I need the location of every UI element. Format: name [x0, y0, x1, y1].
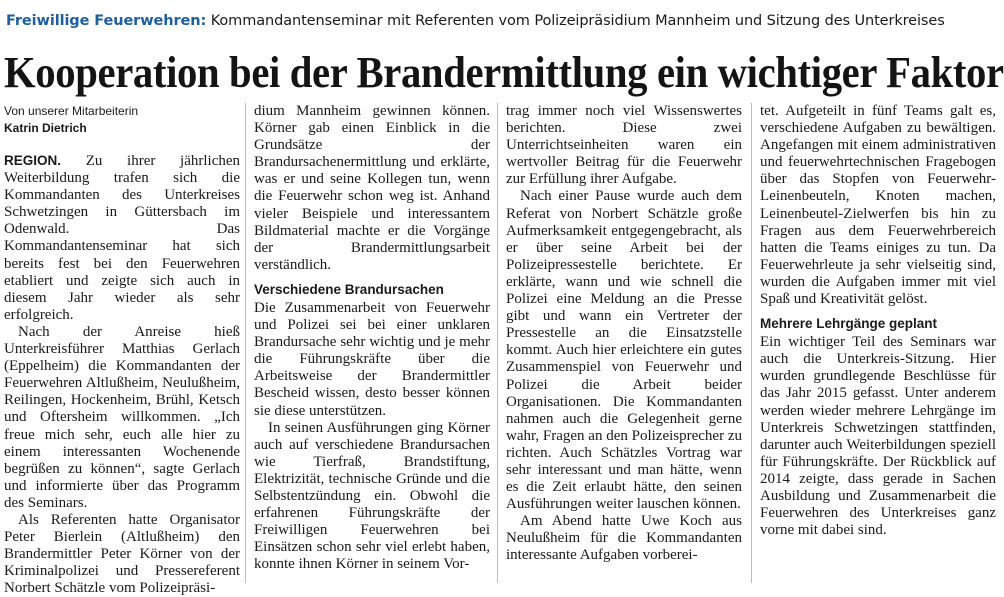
paragraph-continued: trag immer noch viel Wissenswertes berichten. Diese zwei Unterrichtseinheiten waren ein wertvoller Beitrag für die Feuerwehr zur Erfüllung ihrer Aufgabe. [506, 103, 742, 188]
kicker-text: Kommandantenseminar mit Referenten vom Polizeipräsidium Mannheim und Sitzung des Unterkreises [210, 13, 945, 29]
kicker-label: Freiwillige Feuerwehren: [6, 13, 207, 29]
paragraph: Als Referenten hatte Organisator Peter Bierlein (Altlußheim) den Brandermittler Peter Körner von der Kriminalpolizei und Pressereferent Norbert Schätzle vom Polizeipräsi- [4, 511, 240, 597]
article-column-4 [760, 103, 996, 583]
headline: Kooperation bei der Brandermittlung ein wichtiger Faktor [4, 48, 1004, 97]
paragraph: Am Abend hatte Uwe Koch aus Neulußheim für die Kommandanten interessante Aufgaben vorberei- [506, 513, 742, 564]
paragraph: Ein wichtiger Teil des Seminars war auch die Unterkreis-Sitzung. Hier wurden grundlegende Beschlüsse für das Jahr 2015 gefasst. Unter anderem werden wieder mehrere Lehrgänge im Unterkreis Schwetzingen stattfinden, darunter auch Weiterbildungen speziell für Führungskräfte. Der Rückblick auf 2014 zeigte, dass gerade in Sachen Ausbildung und Zusammenarbeit die Feuerwehren des Unterkreises ganz vorne mit dabei sind. [760, 334, 996, 539]
paragraph: Die Zusammenarbeit von Feuerwehr und Polizei sei bei einer unklaren Brandursache sehr wichtig und je mehr die Führungskräfte über die Arbeitsweise der Brandermittler Bescheid wissen, desto besser können sie diese unterstützen. [254, 299, 490, 419]
column-divider [497, 103, 498, 583]
byline-prefix: Von unserer Mitarbeiterin [4, 104, 139, 118]
subheading: Verschiedene Brandursachen [254, 281, 444, 297]
paragraph: Nach einer Pause wurde auch dem Referat von Norbert Schätzle große Aufmerksamkeit entgegengebracht, als er über seine Arbeit bei der Polizeipressestelle berichtete. Er erklärte, wann und wie schnell die Polizei eine Meldung an die Presse gibt und wann ein Vertreter der Pressestelle an die Einsatzstelle kommt. Auch hier erleichtere ein gutes Zusammenspiel von Feuerwehr und Polizei die Arbeit beider Organisationen. Die Kommandanten nahmen auch die Gelegenheit gerne wahr, Fragen an den Polizeisprecher zu richten. Auch Schätzles Vortrag war sehr interessant und man hätte, wenn es die Zeit erlaubt hätte, den seinen Ausführungen weiter lauschen können. [506, 188, 742, 513]
region-dateline: REGION. [4, 153, 62, 168]
column-divider [751, 103, 752, 583]
paragraph [4, 152, 240, 324]
article-column-3 [506, 103, 742, 583]
article-column-1 [4, 152, 241, 597]
subheading: Mehrere Lehrgänge geplant [760, 316, 938, 332]
byline-author: Katrin Dietrich [4, 121, 87, 135]
byline [4, 103, 234, 137]
article-column-2 [254, 103, 490, 583]
paragraph-continued: tet. Aufgeteilt in fünf Teams galt es, verschiedene Aufgaben zu bewältigen. Angefangen mit einem administrativen und feuerwehrtechnischen Fragebogen über das Stopfen von Feuerwehr-Leinenbeuteln, Knoten machen, Leinenbeutel-Zielwerfen bis hin zu Fragen aus dem Feuerwehrbereich hatten die Teams einiges zu tun. Da Feuerwehrleute ja sehr vielseitig sind, wurden die Aufgaben immer mit viel Spaß und Kreativität gelöst. [760, 103, 996, 308]
paragraph-text: Zu ihrer jährlichen Weiterbildung trafen sich die Kommandanten des Unterkreises Schwetzingen in Güttersbach im Odenwald. Das Kommandantenseminar hat sich bereits fest bei den Feuerwehren etabliert und zeigte sich auch in diesem Jahr wieder als sehr erfolgreich. [4, 153, 241, 323]
paragraph-continued: dium Mannheim gewinnen können. Körner gab einen Einblick in die Grundsätze der Brandursachenermittlung und erklärte, was er und seine Kollegen tun, wenn die Feuerwehr schon weg ist. Anhand vieler Beispiele und interessantem Bildmaterial machte er die Vorgänge der Brandermittlungsarbeit verständlich. [254, 103, 490, 273]
kicker-line [6, 6, 996, 36]
paragraph: Nach der Anreise hieß Unterkreisführer Matthias Gerlach (Eppelheim) die Kommandanten der Feuerwehren Altlußheim, Neulußheim, Reilingen, Hockenheim, Brühl, Ketsch und Oftersheim willkommen. „Ich freue mich sehr, euch alle hier zu einem interessanten Wochenende begrüßen zu können“, sagte Gerlach und informierte über das Programm des Seminars. [4, 323, 240, 511]
paragraph: In seinen Ausführungen ging Körner auch auf verschiedene Brandursachen wie Tierfraß, Brandstiftung, Elektrizität, technische Gründe und die Selbstentzündung ein. Obwohl die erfahrenen Führungskräfte der Freiwilligen Feuerwehren bei Einsätzen schon sehr viel erlebt haben, konnte ihnen Körner in seinem Vor- [254, 419, 490, 573]
column-divider [245, 103, 246, 583]
